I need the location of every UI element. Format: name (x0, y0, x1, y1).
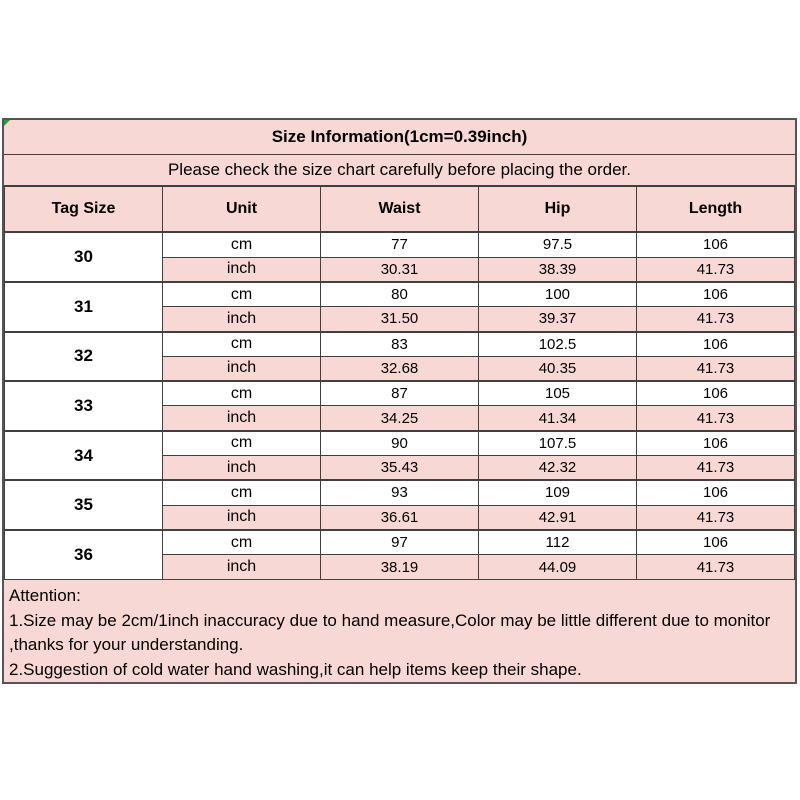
unit-cell-33-cm: cm (163, 381, 321, 406)
size-chart-title: Size Information(1cm=0.39inch) (4, 120, 795, 155)
value-cell-32-inch-waist: 32.68 (321, 356, 479, 381)
value-cell-30-inch-length: 41.73 (637, 257, 795, 282)
value-cell-36-inch-waist: 38.19 (321, 555, 479, 580)
value-cell-34-inch-hip: 42.32 (479, 456, 637, 481)
size-row-34-cm (5, 431, 795, 456)
size-chart-table (2, 118, 797, 684)
value-cell-31-inch-length: 41.73 (637, 307, 795, 332)
value-cell-31-inch-hip: 39.37 (479, 307, 637, 332)
column-header-length: Length (637, 186, 795, 232)
value-cell-36-cm-length: 106 (637, 530, 795, 555)
value-cell-33-cm-waist: 87 (321, 381, 479, 406)
value-cell-33-cm-length: 106 (637, 381, 795, 406)
attention-heading: Attention: (9, 586, 81, 605)
size-row-33-cm (5, 381, 795, 406)
attention-block (4, 580, 795, 682)
value-cell-31-inch-waist: 31.50 (321, 307, 479, 332)
tag-size-cell-30: 30 (5, 232, 163, 282)
value-cell-32-inch-hip: 40.35 (479, 356, 637, 381)
size-row-31-cm (5, 282, 795, 307)
tag-size-cell-31: 31 (5, 282, 163, 332)
column-header-waist: Waist (321, 186, 479, 232)
unit-cell-36-inch: inch (163, 555, 321, 580)
value-cell-30-cm-length: 106 (637, 232, 795, 257)
unit-cell-35-cm: cm (163, 480, 321, 505)
unit-cell-32-inch: inch (163, 356, 321, 381)
size-row-32-cm (5, 332, 795, 357)
value-cell-35-cm-hip: 109 (479, 480, 637, 505)
size-row-35-cm (5, 480, 795, 505)
excel-corner-marker-icon (4, 120, 10, 126)
tag-size-cell-32: 32 (5, 332, 163, 382)
value-cell-35-cm-waist: 93 (321, 480, 479, 505)
tag-size-cell-34: 34 (5, 431, 163, 481)
unit-cell-30-inch: inch (163, 257, 321, 282)
unit-cell-31-inch: inch (163, 307, 321, 332)
tag-size-cell-33: 33 (5, 381, 163, 431)
unit-cell-36-cm: cm (163, 530, 321, 555)
unit-cell-32-cm: cm (163, 332, 321, 357)
value-cell-33-inch-length: 41.73 (637, 406, 795, 431)
value-cell-35-inch-length: 41.73 (637, 505, 795, 530)
value-cell-32-inch-length: 41.73 (637, 356, 795, 381)
column-header-unit: Unit (163, 186, 321, 232)
attention-line-1: 1.Size may be 2cm/1inch inaccuracy due to hand measure,Color may be little different due to monitor (9, 610, 771, 630)
unit-cell-35-inch: inch (163, 505, 321, 530)
value-cell-35-inch-waist: 36.61 (321, 505, 479, 530)
value-cell-35-cm-length: 106 (637, 480, 795, 505)
value-cell-30-inch-waist: 30.31 (321, 257, 479, 282)
column-header-tag-size: Tag Size (5, 186, 163, 232)
attention-line-3: 2.Suggestion of cold water hand washing,it can help items keep their shape. (9, 659, 582, 679)
value-cell-34-cm-waist: 90 (321, 431, 479, 456)
value-cell-31-cm-length: 106 (637, 282, 795, 307)
value-cell-33-inch-hip: 41.34 (479, 406, 637, 431)
value-cell-30-cm-waist: 77 (321, 232, 479, 257)
value-cell-33-inch-waist: 34.25 (321, 406, 479, 431)
size-row-30-cm (5, 232, 795, 257)
unit-cell-34-cm: cm (163, 431, 321, 456)
value-cell-36-cm-waist: 97 (321, 530, 479, 555)
size-row-36-cm (5, 530, 795, 555)
size-chart-subtitle: Please check the size chart carefully before placing the order. (4, 155, 795, 186)
value-cell-31-cm-hip: 100 (479, 282, 637, 307)
value-cell-34-cm-length: 106 (637, 431, 795, 456)
value-cell-34-cm-hip: 107.5 (479, 431, 637, 456)
unit-cell-31-cm: cm (163, 282, 321, 307)
attention-line-2: ,thanks for your understanding. (9, 635, 244, 654)
value-cell-34-inch-waist: 35.43 (321, 456, 479, 481)
column-header-hip: Hip (479, 186, 637, 232)
value-cell-36-inch-length: 41.73 (637, 555, 795, 580)
value-cell-35-inch-hip: 42.91 (479, 505, 637, 530)
header-row (5, 186, 795, 232)
unit-cell-30-cm: cm (163, 232, 321, 257)
value-cell-31-cm-waist: 80 (321, 282, 479, 307)
value-cell-30-cm-hip: 97.5 (479, 232, 637, 257)
tag-size-cell-35: 35 (5, 480, 163, 530)
value-cell-32-cm-length: 106 (637, 332, 795, 357)
value-cell-32-cm-hip: 102.5 (479, 332, 637, 357)
value-cell-36-cm-hip: 112 (479, 530, 637, 555)
value-cell-33-cm-hip: 105 (479, 381, 637, 406)
tag-size-cell-36: 36 (5, 530, 163, 580)
value-cell-30-inch-hip: 38.39 (479, 257, 637, 282)
value-cell-34-inch-length: 41.73 (637, 456, 795, 481)
value-cell-32-cm-waist: 83 (321, 332, 479, 357)
size-table-body (5, 232, 795, 579)
unit-cell-33-inch: inch (163, 406, 321, 431)
value-cell-36-inch-hip: 44.09 (479, 555, 637, 580)
size-grid (4, 186, 795, 580)
unit-cell-34-inch: inch (163, 456, 321, 481)
